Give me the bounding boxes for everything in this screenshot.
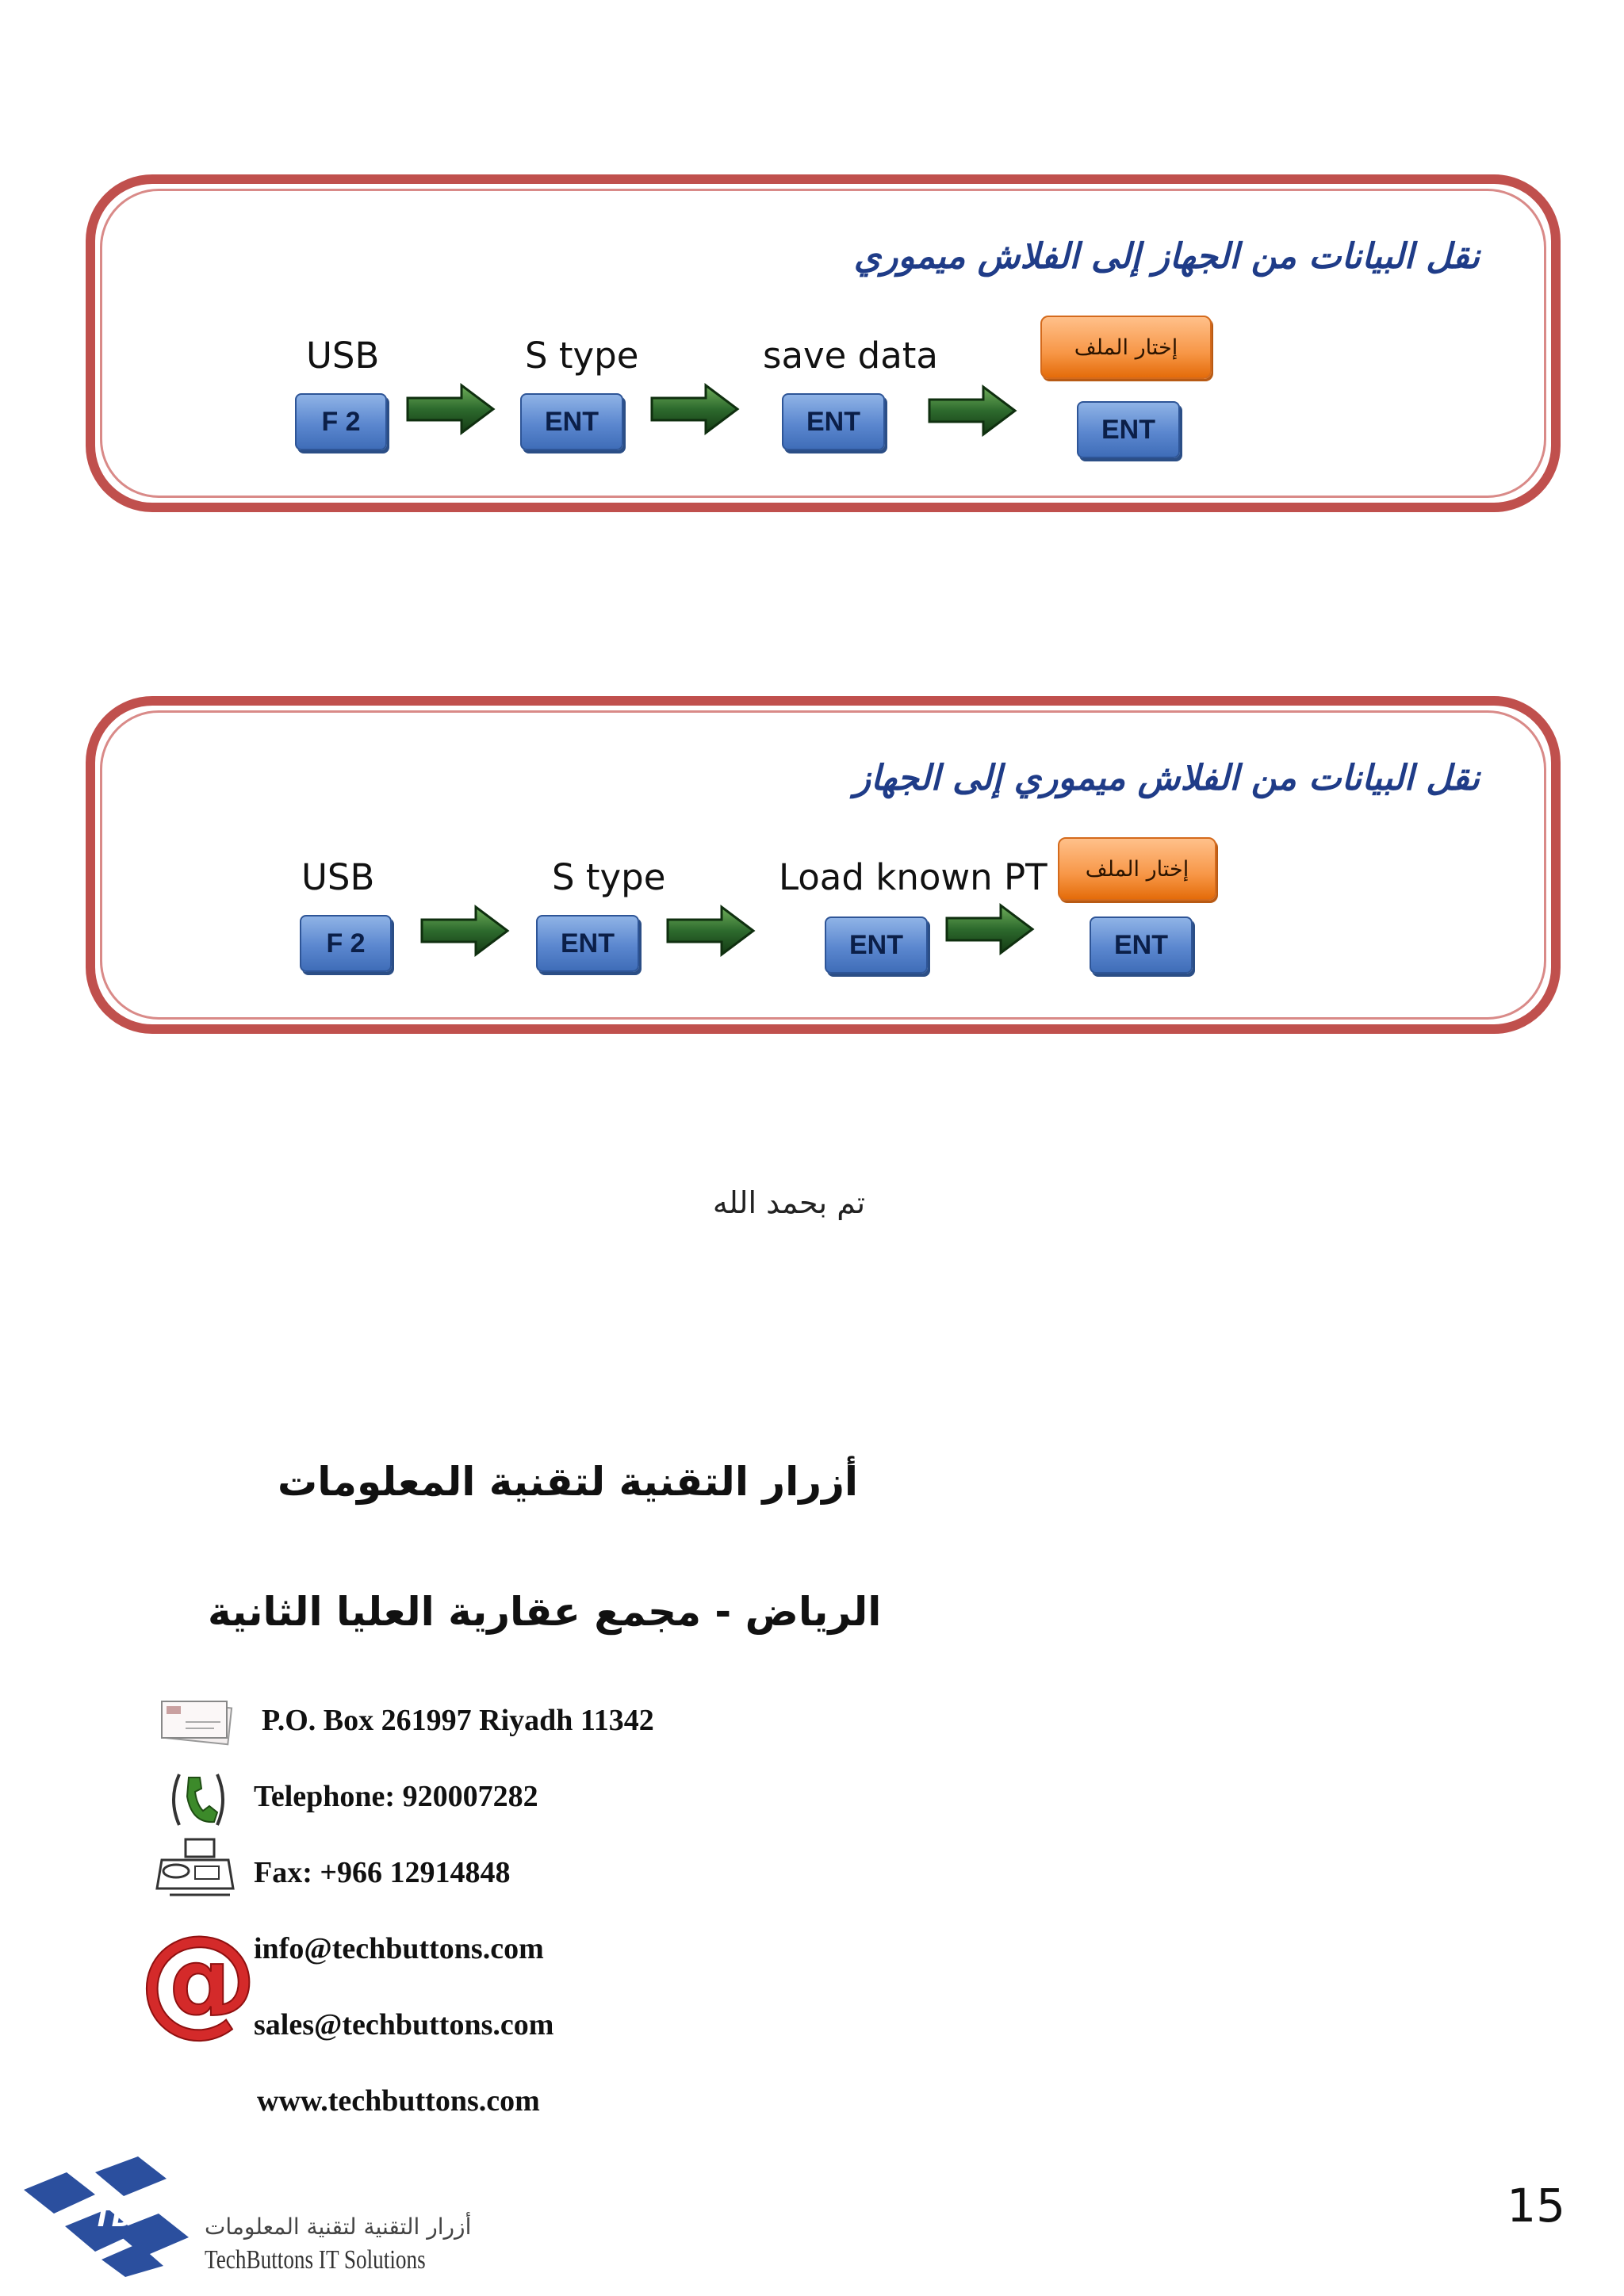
panel-title: نقل البيانات من الفلاش ميموري إلى الجهاز: [853, 758, 1480, 798]
arrow-right-icon: [650, 384, 739, 434]
step-label-s-type: S type: [525, 335, 639, 377]
step-label-usb: USB: [306, 335, 380, 377]
fax-icon: [154, 1836, 236, 1900]
envelope-icon: [159, 1698, 235, 1746]
step-label-save-data: save data: [763, 335, 939, 377]
usb-import-panel: [86, 696, 1561, 1034]
logo-monogram: TB: [93, 2202, 132, 2233]
choose-file-button: إختار الملف: [1058, 837, 1216, 901]
techbuttons-logo-icon: [19, 2150, 209, 2277]
email-info-link[interactable]: info@techbuttons.com: [254, 1932, 544, 1965]
panel-title: نقل البيانات من الجهاز إلى الفلاش ميموري: [853, 236, 1480, 277]
telephone-text: Telephone: 920007282: [254, 1780, 538, 1813]
step-label-s-type: S type: [552, 856, 666, 898]
key-ent: ENT: [1090, 916, 1193, 974]
arrow-right-icon: [420, 905, 509, 956]
page-number: 15: [1507, 2179, 1565, 2233]
choose-file-button: إختار الملف: [1040, 316, 1212, 379]
company-name: أزرار التقنية لتقنية المعلومات: [278, 1459, 859, 1505]
key-ent: ENT: [782, 393, 885, 450]
fax-text: Fax: +966 12914848: [254, 1856, 511, 1889]
email-at-icon: [139, 1911, 258, 2049]
key-ent: ENT: [1077, 401, 1180, 458]
key-f2: F 2: [295, 393, 387, 450]
svg-text:@: @: [139, 1911, 258, 2049]
logo-arabic-name: أزرار التقنية لتقنية المعلومات: [205, 2214, 472, 2240]
arrow-right-icon: [928, 385, 1017, 436]
arrow-right-icon: [945, 904, 1034, 955]
step-label-load-known-pt: Load known PT: [779, 856, 1048, 898]
logo-english-name: TechButtons IT Solutions: [205, 2245, 426, 2275]
arrow-right-icon: [666, 905, 755, 956]
email-sales-link[interactable]: sales@techbuttons.com: [254, 2008, 554, 2042]
key-ent: ENT: [520, 393, 623, 450]
company-address: الرياض - مجمع عقارية العليا الثانية: [208, 1589, 882, 1635]
step-label-usb: USB: [301, 856, 375, 898]
key-ent: ENT: [536, 915, 639, 972]
website-link[interactable]: www.techbuttons.com: [257, 2084, 540, 2118]
usb-export-panel: [86, 174, 1561, 512]
po-box-text: P.O. Box 261997 Riyadh 11342: [262, 1704, 654, 1737]
arrow-right-icon: [406, 384, 495, 434]
closing-text: تم بحمد الله: [712, 1185, 866, 1220]
key-ent: ENT: [825, 916, 928, 974]
phone-icon: [165, 1766, 232, 1833]
key-f2: F 2: [300, 915, 392, 972]
